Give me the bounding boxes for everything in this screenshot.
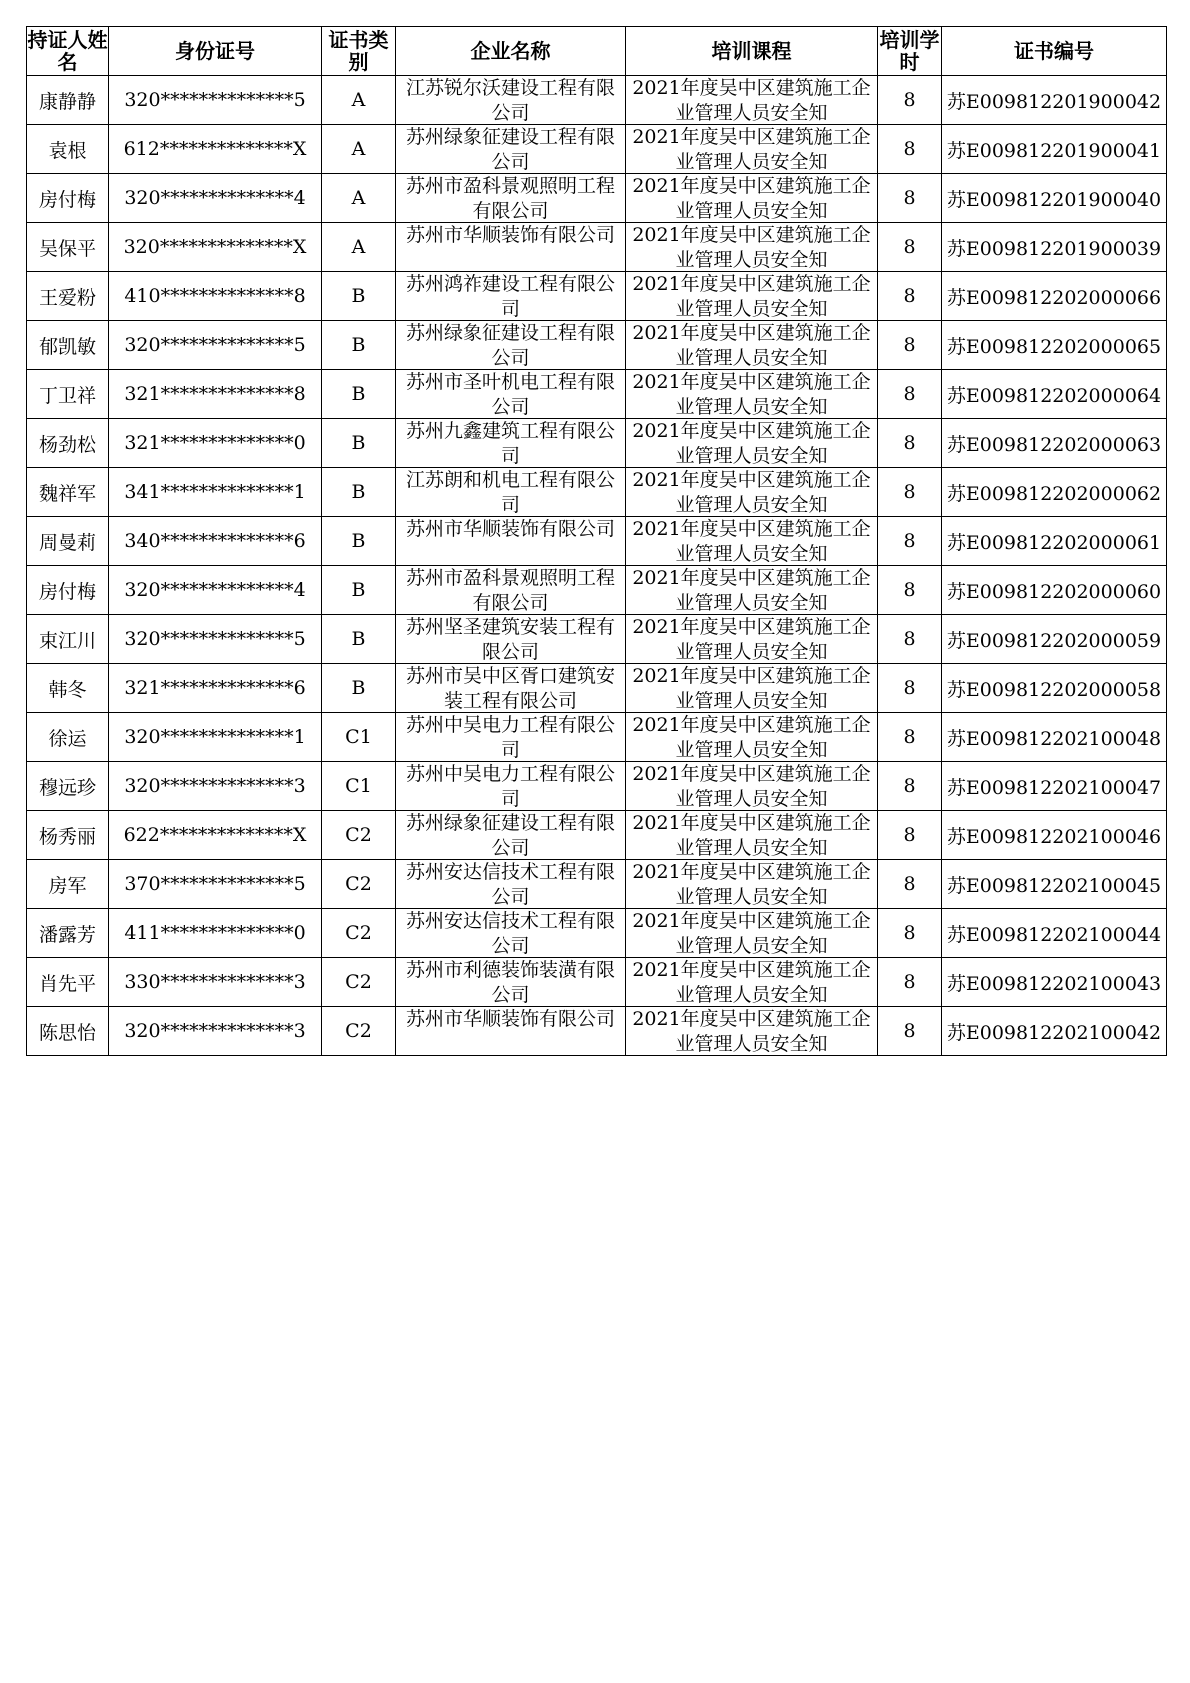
company-name-cell [396,468,626,517]
training-course: 2021年度吴中区建筑施工企业管理人员安全知 [632,469,871,516]
id-number: 321**************6 [109,664,322,713]
training-hours: 8 [878,321,942,370]
company-name: 江苏朗和机电工程有限公司 [405,469,615,516]
training-hours: 8 [878,125,942,174]
table-row [27,125,1167,174]
certificate-type: C2 [322,958,396,1007]
header-hours: 培训学时 [879,28,940,74]
training-hours: 8 [878,615,942,664]
training-course: 2021年度吴中区建筑施工企业管理人员安全知 [632,763,871,810]
company-name-cell [396,223,626,272]
id-number: 320**************3 [109,762,322,811]
training-hours: 8 [878,566,942,615]
training-course: 2021年度吴中区建筑施工企业管理人员安全知 [632,1008,871,1055]
header-type: 证书类别 [322,27,396,76]
certificate-type: B [322,419,396,468]
training-course-cell [626,223,878,272]
company-name-cell [396,713,626,762]
holder-name: 杨秀丽 [27,811,109,860]
company-name-cell [396,811,626,860]
company-name-cell [396,370,626,419]
id-number: 321**************0 [109,419,322,468]
company-name: 苏州市盈科景观照明工程有限公司 [405,567,615,614]
training-course-cell [626,664,878,713]
company-name-cell [396,566,626,615]
certificate-number: 苏E009812202000063 [942,419,1167,468]
training-hours: 8 [878,811,942,860]
training-course: 2021年度吴中区建筑施工企业管理人员安全知 [632,861,871,908]
holder-name: 韩冬 [27,664,109,713]
certificate-type: B [322,272,396,321]
certificate-type: B [322,468,396,517]
company-name: 苏州九鑫建筑工程有限公司 [405,420,615,467]
training-hours: 8 [878,419,942,468]
id-number: 411**************0 [109,909,322,958]
table-row [27,566,1167,615]
id-number: 320**************3 [109,1007,322,1056]
company-name: 苏州市华顺装饰有限公司 [405,518,615,540]
training-course-cell [626,1007,878,1056]
company-name-cell [396,664,626,713]
certificate-type: B [322,370,396,419]
training-course-cell [626,419,878,468]
company-name-cell [396,419,626,468]
training-course-cell [626,615,878,664]
company-name: 苏州绿象征建设工程有限公司 [405,126,615,173]
certificate-number: 苏E009812202100044 [942,909,1167,958]
table-row [27,664,1167,713]
certificate-type: C2 [322,811,396,860]
certificate-type: C2 [322,909,396,958]
certificate-number: 苏E009812202000061 [942,517,1167,566]
certificate-type: A [322,76,396,125]
company-name: 苏州安达信技术工程有限公司 [405,861,615,908]
certificate-type: B [322,566,396,615]
certificate-number: 苏E009812202100045 [942,860,1167,909]
table-row [27,419,1167,468]
certificate-type: B [322,615,396,664]
header-row [27,27,1167,76]
certificate-type: B [322,664,396,713]
table-row [27,321,1167,370]
training-course-cell [626,125,878,174]
certificate-number: 苏E009812202000065 [942,321,1167,370]
training-hours: 8 [878,958,942,1007]
certificate-number: 苏E009812202000064 [942,370,1167,419]
training-hours: 8 [878,860,942,909]
training-course-cell [626,76,878,125]
holder-name: 房付梅 [27,566,109,615]
certificate-number: 苏E009812202100048 [942,713,1167,762]
table-body [27,76,1167,1056]
certificate-number: 苏E009812201900039 [942,223,1167,272]
training-hours: 8 [878,272,942,321]
table-row [27,76,1167,125]
holder-name: 陈思怡 [27,1007,109,1056]
company-name-cell [396,860,626,909]
header-id: 身份证号 [109,27,322,76]
id-number: 622**************X [109,811,322,860]
holder-name: 穆远珍 [27,762,109,811]
holder-name: 魏祥军 [27,468,109,517]
holder-name: 王爱粉 [27,272,109,321]
training-course-cell [626,909,878,958]
holder-name: 袁根 [27,125,109,174]
training-course: 2021年度吴中区建筑施工企业管理人员安全知 [632,77,871,124]
training-hours: 8 [878,713,942,762]
company-name-cell [396,321,626,370]
certificate-type: C1 [322,713,396,762]
holder-name: 潘露芳 [27,909,109,958]
holder-name: 房付梅 [27,174,109,223]
training-course-cell [626,566,878,615]
training-course: 2021年度吴中区建筑施工企业管理人员安全知 [632,126,871,173]
training-hours: 8 [878,909,942,958]
training-hours: 8 [878,174,942,223]
holder-name: 吴保平 [27,223,109,272]
training-hours: 8 [878,664,942,713]
company-name: 苏州市吴中区胥口建筑安装工程有限公司 [405,665,615,712]
certificate-type: C2 [322,1007,396,1056]
certificate-number: 苏E009812202000058 [942,664,1167,713]
training-course: 2021年度吴中区建筑施工企业管理人员安全知 [632,567,871,614]
training-course-cell [626,811,878,860]
table-row [27,909,1167,958]
training-course: 2021年度吴中区建筑施工企业管理人员安全知 [632,322,871,369]
company-name-cell [396,762,626,811]
training-course: 2021年度吴中区建筑施工企业管理人员安全知 [632,420,871,467]
training-course: 2021年度吴中区建筑施工企业管理人员安全知 [632,959,871,1006]
training-course-cell [626,321,878,370]
training-hours: 8 [878,517,942,566]
table-row [27,811,1167,860]
table-row [27,713,1167,762]
holder-name: 周曼莉 [27,517,109,566]
table-row [27,1007,1167,1056]
training-course: 2021年度吴中区建筑施工企业管理人员安全知 [632,910,871,957]
certificate-number: 苏E009812202000066 [942,272,1167,321]
training-course: 2021年度吴中区建筑施工企业管理人员安全知 [632,812,871,859]
training-course-cell [626,958,878,1007]
table-row [27,615,1167,664]
training-hours: 8 [878,370,942,419]
header-name: 持证人姓名 [27,28,108,74]
certificate-number: 苏E009812202100046 [942,811,1167,860]
training-course-cell [626,174,878,223]
holder-name: 束江川 [27,615,109,664]
certificate-number: 苏E009812202000060 [942,566,1167,615]
holder-name: 徐运 [27,713,109,762]
certificate-type: A [322,223,396,272]
header-course: 培训课程 [626,27,878,76]
header-cert: 证书编号 [942,27,1167,76]
company-name: 苏州市盈科景观照明工程有限公司 [405,175,615,222]
holder-name: 肖先平 [27,958,109,1007]
table-row [27,517,1167,566]
training-hours: 8 [878,223,942,272]
table-row [27,468,1167,517]
certificate-number: 苏E009812202100047 [942,762,1167,811]
id-number: 320**************X [109,223,322,272]
training-course: 2021年度吴中区建筑施工企业管理人员安全知 [632,518,871,565]
holder-name: 丁卫祥 [27,370,109,419]
company-name-cell [396,517,626,566]
holder-name: 康静静 [27,76,109,125]
training-course: 2021年度吴中区建筑施工企业管理人员安全知 [632,665,871,712]
id-number: 340**************6 [109,517,322,566]
id-number: 321**************8 [109,370,322,419]
company-name: 苏州中吴电力工程有限公司 [405,714,615,761]
certificate-number: 苏E009812202100042 [942,1007,1167,1056]
id-number: 612**************X [109,125,322,174]
id-number: 320**************4 [109,566,322,615]
holder-name: 郁凯敏 [27,321,109,370]
certificate-number: 苏E009812201900042 [942,76,1167,125]
company-name-cell [396,1007,626,1056]
certificate-type: A [322,174,396,223]
training-hours: 8 [878,468,942,517]
certificate-number: 苏E009812202000059 [942,615,1167,664]
certificate-type: C1 [322,762,396,811]
company-name: 苏州绿象征建设工程有限公司 [405,812,615,859]
id-number: 341**************1 [109,468,322,517]
id-number: 320**************4 [109,174,322,223]
id-number: 410**************8 [109,272,322,321]
training-course-cell [626,860,878,909]
company-name-cell [396,958,626,1007]
training-hours: 8 [878,1007,942,1056]
table-row [27,958,1167,1007]
table-row [27,174,1167,223]
training-course: 2021年度吴中区建筑施工企业管理人员安全知 [632,224,871,271]
certificate-type: B [322,321,396,370]
certificate-number: 苏E009812202100043 [942,958,1167,1007]
training-course: 2021年度吴中区建筑施工企业管理人员安全知 [632,616,871,663]
company-name: 苏州中吴电力工程有限公司 [405,763,615,810]
table-row [27,272,1167,321]
company-name-cell [396,76,626,125]
training-course: 2021年度吴中区建筑施工企业管理人员安全知 [632,371,871,418]
id-number: 330**************3 [109,958,322,1007]
training-hours: 8 [878,762,942,811]
certificate-number: 苏E009812202000062 [942,468,1167,517]
training-course-cell [626,762,878,811]
company-name: 苏州市圣叶机电工程有限公司 [405,371,615,418]
company-name: 苏州市利德装饰装潢有限公司 [405,959,615,1006]
id-number: 370**************5 [109,860,322,909]
company-name: 苏州市华顺装饰有限公司 [405,1008,615,1030]
id-number: 320**************1 [109,713,322,762]
company-name: 苏州绿象征建设工程有限公司 [405,322,615,369]
certificate-number: 苏E009812201900041 [942,125,1167,174]
holder-name: 房军 [27,860,109,909]
holder-name: 杨劲松 [27,419,109,468]
company-name-cell [396,174,626,223]
id-number: 320**************5 [109,615,322,664]
certificate-type: A [322,125,396,174]
company-name-cell [396,125,626,174]
company-name: 苏州鸿祚建设工程有限公司 [405,273,615,320]
company-name-cell [396,615,626,664]
table-row [27,223,1167,272]
training-course-cell [626,468,878,517]
training-course: 2021年度吴中区建筑施工企业管理人员安全知 [632,714,871,761]
certificate-table [26,26,1167,1056]
company-name: 江苏锐尔沃建设工程有限公司 [405,77,615,124]
table-row [27,370,1167,419]
training-course-cell [626,272,878,321]
id-number: 320**************5 [109,321,322,370]
company-name: 苏州市华顺装饰有限公司 [405,224,615,246]
id-number: 320**************5 [109,76,322,125]
header-company: 企业名称 [396,27,626,76]
company-name-cell [396,272,626,321]
training-course: 2021年度吴中区建筑施工企业管理人员安全知 [632,175,871,222]
certificate-number: 苏E009812201900040 [942,174,1167,223]
company-name: 苏州安达信技术工程有限公司 [405,910,615,957]
table-row [27,762,1167,811]
training-course-cell [626,713,878,762]
certificate-type: C2 [322,860,396,909]
company-name-cell [396,909,626,958]
company-name: 苏州坚圣建筑安装工程有限公司 [405,616,615,663]
table-row [27,860,1167,909]
training-course: 2021年度吴中区建筑施工企业管理人员安全知 [632,273,871,320]
training-hours: 8 [878,76,942,125]
training-course-cell [626,370,878,419]
training-course-cell [626,517,878,566]
certificate-type: B [322,517,396,566]
